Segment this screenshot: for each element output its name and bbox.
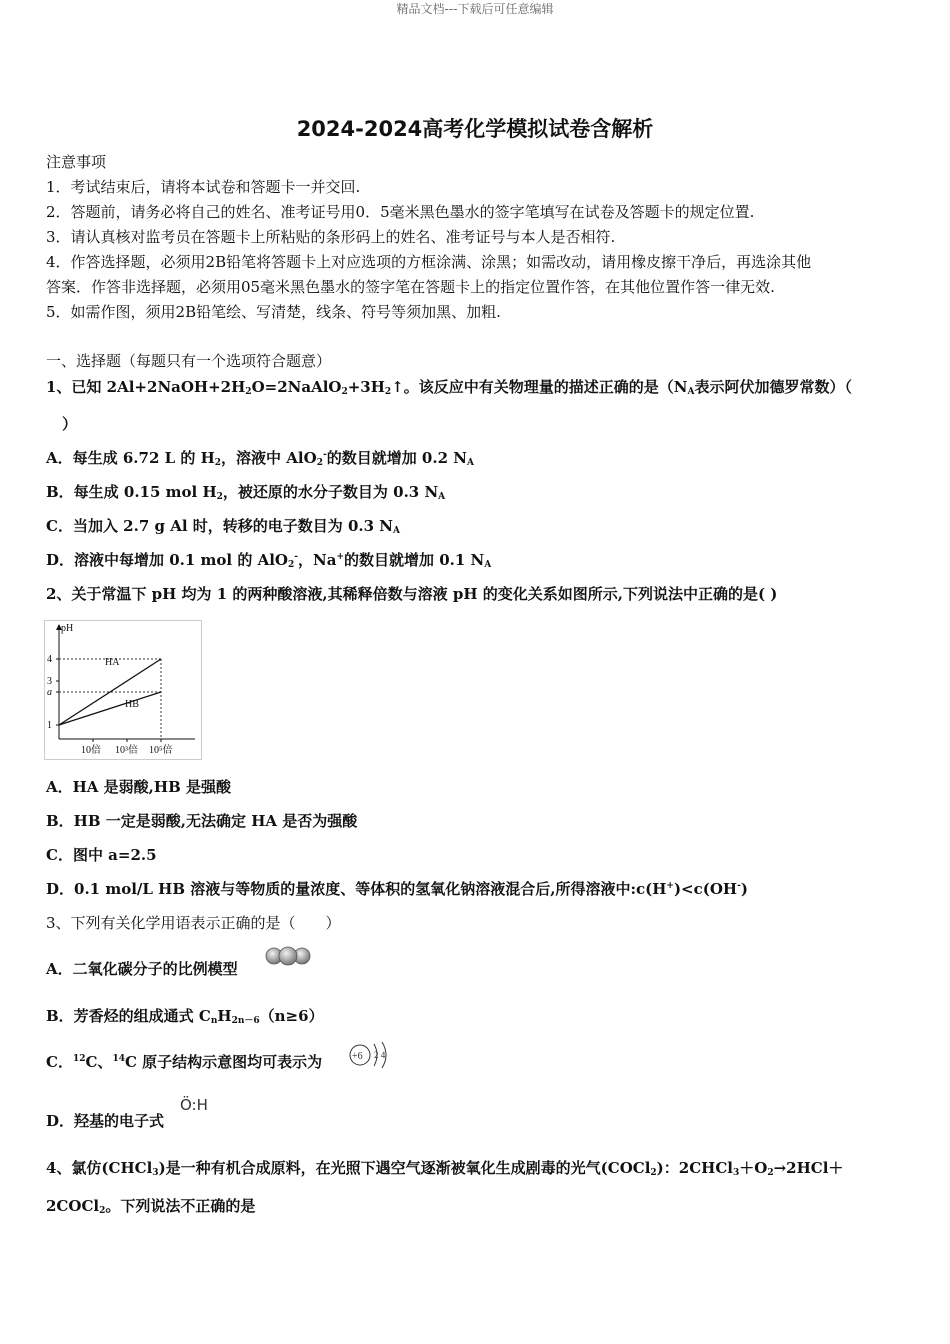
question-1-option-a[interactable]: A．每生成 6.72 L 的 $H_2$，溶液中 AlO$_2$-的数目就增加 0.2 $N_A$ — [46, 449, 474, 468]
atom-shell-label: 2 4 — [374, 1050, 386, 1060]
series-label-ha: HA — [105, 657, 120, 668]
y-tick-label: 1 — [47, 720, 52, 731]
note-item: 1．考试结束后，请将本试卷和答题卡一并交回. — [46, 178, 361, 196]
y-tick-label: a — [47, 687, 52, 698]
question-4-stem-line-2: 2COCl$_2$。下列说法不正确的是 — [46, 1197, 256, 1216]
notes-heading: 注意事项 — [46, 153, 107, 171]
question-2-option-d[interactable]: D．0.1 mol/L HB 溶液与等物质的量浓度、等体积的氢氧化钠溶液混合后,所得溶液中:c(H+)<c(OH-) — [46, 880, 748, 898]
x-tick-label: 10⁵倍 — [149, 745, 173, 756]
question-1-option-c[interactable]: C．当加入 2.7 g Al 时，转移的电子数目为 0.3 $N_A$ — [46, 517, 400, 536]
ph-dilution-chart — [44, 620, 202, 760]
question-3-stem: 3、下列有关化学用语表示正确的是（ ） — [46, 914, 341, 932]
question-1-option-b[interactable]: B．每生成 0.15 mol $H_2$，被还原的水分子数目为 0.3 $N_A$ — [46, 483, 446, 502]
y-tick-label: 3 — [47, 676, 52, 687]
question-2-option-b[interactable]: B．HB 一定是弱酸,无法确定 HA 是否为强酸 — [46, 812, 358, 830]
question-2-option-a[interactable]: A．HA 是弱酸,HB 是强酸 — [46, 778, 231, 796]
x-tick-label: 10³倍 — [115, 745, 138, 756]
question-1-stem: 1、已知 $2Al+2NaOH+2H_2O=2NaAlO_2+3H_2↑$。该反应中有关物理量的描述正确的是（$N_A$表示阿伏加德罗常数）（ — [46, 378, 852, 397]
x-tick-label: 10倍 — [81, 745, 101, 756]
co2-space-filling-model-icon — [265, 944, 311, 968]
series-label-hb: HB — [125, 699, 139, 710]
note-item: 答案．作答非选择题，必须用05毫米黑色墨水的签字笔在答题卡上的指定位置作答，在其他位置作答一律无效. — [46, 278, 775, 296]
question-3-option-d[interactable]: D．羟基的电子式 — [46, 1112, 165, 1130]
note-item: 4．作答选择题，必须用2B铅笔将答题卡上对应选项的方框涂满、涂黑；如需改动，请用橡皮擦干净后，再选涂其他 — [46, 253, 812, 271]
question-4-stem-line-1: 4、氯仿(CHCl$_3$)是一种有机合成原料，在光照下遇空气逐渐被氧化生成剧毒的光气(COCl$_2$)：$2CHCl_3+O_2\to 2HCl+$ — [46, 1159, 844, 1178]
question-3-option-c[interactable]: C．$^{12}$C、$^{14}$C 原子结构示意图均可表示为 — [46, 1053, 323, 1071]
question-2-option-c[interactable]: C．图中 a=2.5 — [46, 846, 157, 864]
section-heading: 一、选择题（每题只有一个选项符合题意） — [46, 352, 332, 370]
carbon-atom-structure-icon — [348, 1040, 394, 1072]
series-line-hb — [59, 692, 161, 725]
question-1-paren: ） — [62, 415, 78, 433]
question-3-option-a[interactable]: A．二氧化碳分子的比例模型 — [46, 960, 238, 978]
atom-core-label: +6 — [352, 1051, 363, 1062]
series-line-ha — [59, 659, 161, 725]
y-axis-label: pH — [61, 623, 74, 634]
page-title: 2024-2024高考化学模拟试卷含解析 — [296, 117, 654, 141]
note-item: 5．如需作图，须用2B铅笔绘、写清楚，线条、符号等须加黑、加粗. — [46, 303, 501, 321]
note-item: 2．答题前，请务必将自己的姓名、准考证号用0．5毫米黑色墨水的签字笔填写在试卷及答题卡的规定位置. — [46, 203, 755, 221]
hydroxyl-electron-formula: Ö:H — [180, 1096, 208, 1114]
question-2-stem: 2、关于常温下 pH 均为 1 的两种酸溶液,其稀释倍数与溶液 pH 的变化关系如图所示,下列说法中正确的是( ) — [46, 585, 778, 603]
question-1-option-d[interactable]: D．溶液中每增加 0.1 mol 的 AlO$_2$-，Na+的数目就增加 0.1 $N_A$ — [46, 551, 492, 570]
y-tick-label: 4 — [47, 654, 52, 665]
page-header: 精品文档---下载后可任意编辑 — [396, 2, 554, 16]
note-item: 3．请认真核对监考员在答题卡上所粘贴的条形码上的姓名、准考证号与本人是否相符. — [46, 228, 616, 246]
chart-svg — [45, 621, 201, 759]
question-3-option-b[interactable]: B．芳香烃的组成通式 $C_nH_{2n-6}(n\ge 6)$ — [46, 1007, 324, 1026]
